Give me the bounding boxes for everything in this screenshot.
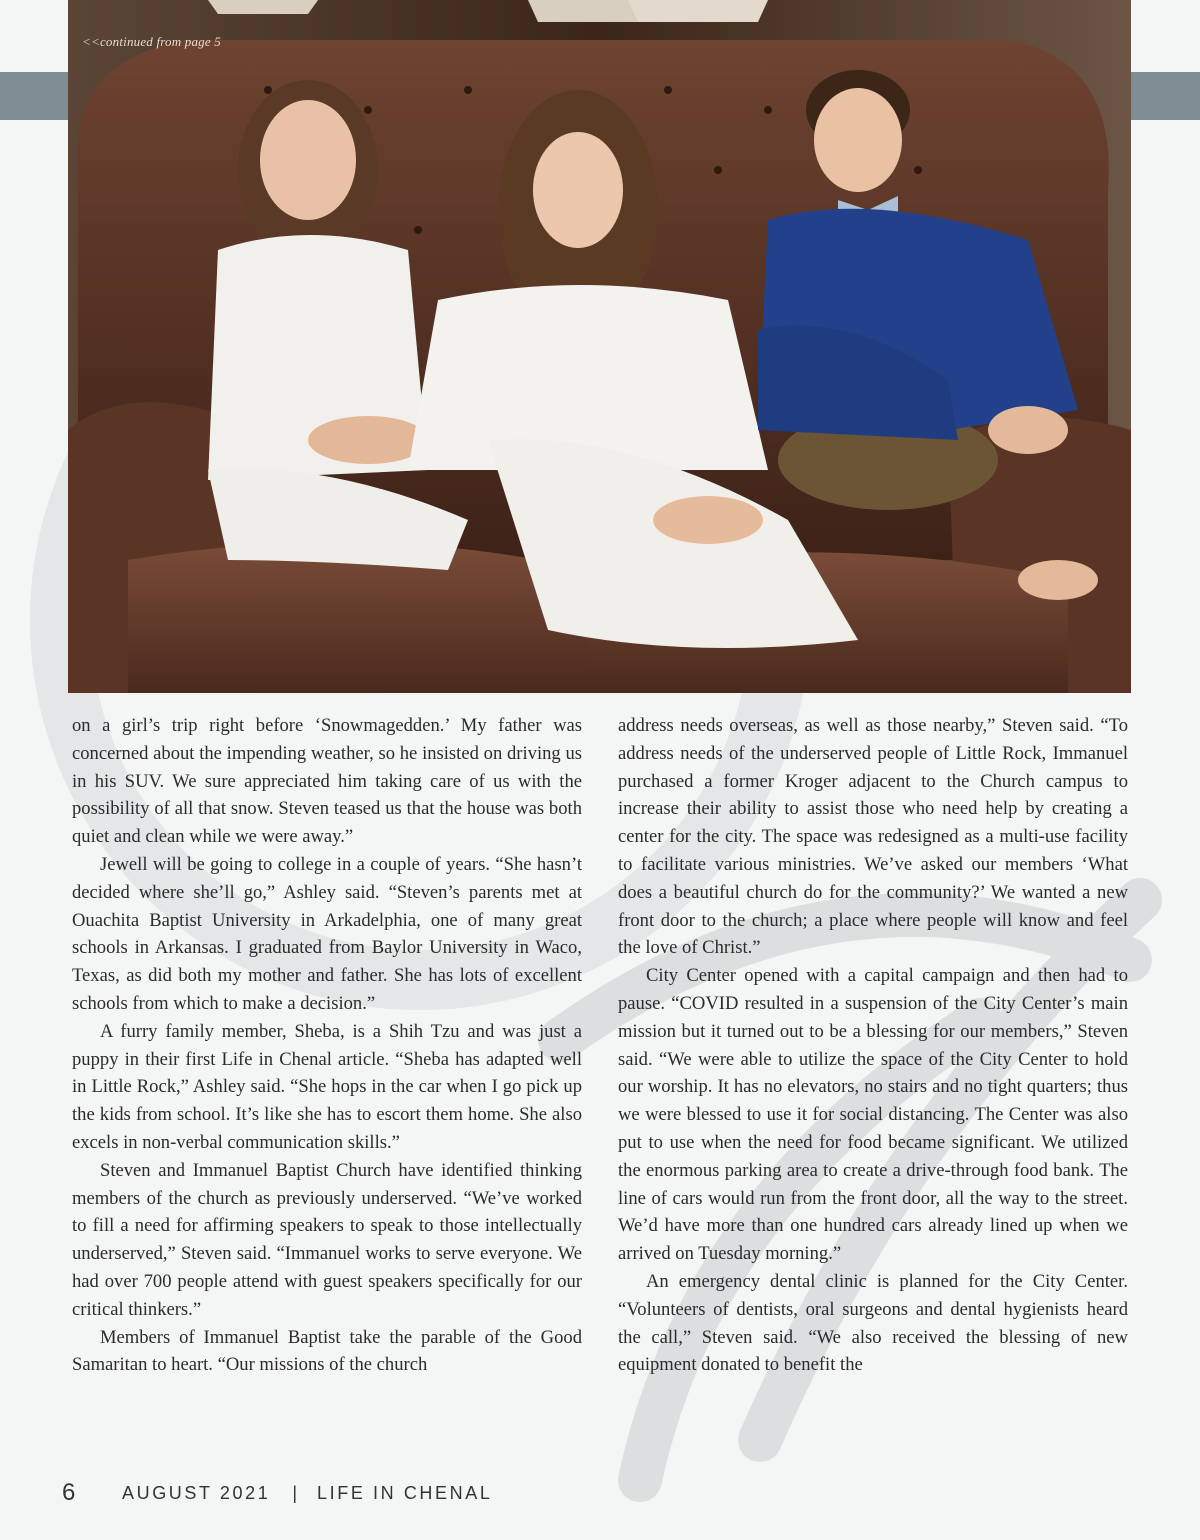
article-column-left — [72, 712, 582, 1480]
publication-name: LIFE IN CHENAL — [317, 1482, 493, 1503]
paragraph: Members of Immanuel Baptist take the parable of the Good Samaritan to heart. “Our missions of the church — [72, 1326, 582, 1376]
paragraph: on a girl’s trip right before ‘Snowmagedden.’ My father was concerned about the impending weather, so he insisted on driving us in his SUV. We sure appreciated him taking care of us with the possibility of all that snow. Steven teased us that the house was both quiet and clean while we were away.” — [72, 715, 582, 848]
paragraph: Steven and Immanuel Baptist Church have identified thinking members of the church as previously underserved. “We’ve worked to fill a need for affirming speakers to speak to those intellectually underserved,” Steven said. “Immanuel works to serve everyone. We had over 700 people attend with guest speakers specifically for our critical thinkers.” — [72, 1159, 582, 1320]
paragraph: address needs overseas, as well as those nearby,” Steven said. “To address needs of the underserved people of Little Rock, Immanuel purchased a former Kroger adjacent to the Church campus to increase their ability to assist those who need help by creating a center for the city. The space was redesigned as a multi-use facility to facilitate various ministries. We’ve asked our members ‘What does a beautiful church do for the community?’ We wanted a new front door to the church; a place where people will know and feel the love of Christ.” — [618, 715, 1128, 959]
paragraph: City Center opened with a capital campaign and then had to pause. “COVID resulted in a suspension of the City Center’s main mission but it turned out to be a blessing for our members,” Steven said. “We were able to utilize the space of the City Center to hold our worship. It has no elevators, no stairs and no tight quarters; thus we were blessed to use it for social distancing. The Center was also put to use when the need for food became significant. We utilized the enormous parking area to create a drive-through food bank. The line of cars would run from the front door, all the way to the street. We’d have more than one hundred cars already lined up when we arrived on Tuesday morning.” — [618, 965, 1128, 1265]
family-portrait-photo — [68, 0, 1131, 693]
paragraph: An emergency dental clinic is planned for the City Center. “Volunteers of dentists, oral surgeons and dental hygienists heard the call,” Steven said. “We also received the blessing of new equipment donated to benefit the — [618, 1270, 1128, 1376]
paragraph: Jewell will be going to college in a couple of years. “She hasn’t decided where she’ll go,” Ashley said. “Steven’s parents met at Ouachita Baptist University in Arkadelphia, one of many great schools in Arkansas. I graduated from Baylor University in Waco, Texas, as did both my mother and father. She has lots of excellent schools from which to make a decision.” — [72, 853, 582, 1014]
issue-date: AUGUST 2021 — [122, 1482, 271, 1503]
page-number: 6 — [62, 1479, 76, 1506]
page-footer — [62, 1478, 492, 1508]
article-column-right — [618, 712, 1128, 1480]
header-band-right — [1131, 72, 1200, 120]
footer-separator: | — [292, 1482, 298, 1503]
header-band-left — [0, 72, 68, 120]
continued-note: <<continued from page 5 — [82, 34, 222, 49]
paragraph: A furry family member, Sheba, is a Shih Tzu and was just a puppy in their first Life in Chenal article. “Sheba has adapted well in Little Rock,” Ashley said. “She hops in the car when I go pick up the kids from school. It’s like she has to escort them home. She also excels in non-verbal communication skills.” — [72, 1020, 582, 1153]
